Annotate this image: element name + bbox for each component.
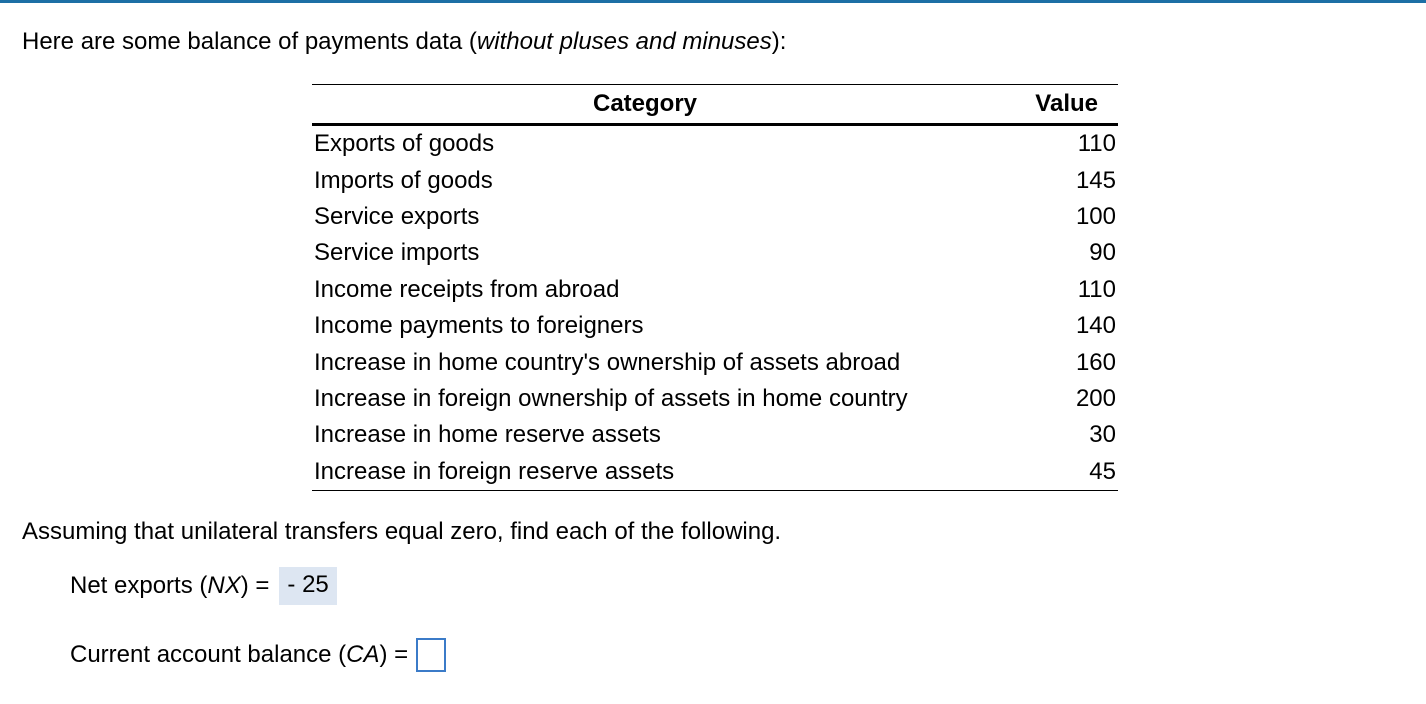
row-value: 200	[1075, 384, 1116, 412]
current-account-question	[70, 638, 446, 672]
net-exports-answer[interactable]: - 25	[279, 567, 336, 605]
row-category: Income receipts from abroad	[314, 275, 620, 303]
table-row	[312, 235, 1118, 271]
header-category: Category	[312, 85, 978, 125]
current-account-label	[70, 640, 408, 670]
row-value: 160	[1075, 348, 1116, 376]
intro-text	[22, 27, 786, 57]
table-header-row	[312, 85, 1118, 125]
intro-text-after: ):	[771, 28, 787, 55]
row-value: 45	[978, 454, 1118, 491]
current-account-label-before: Current account balance (	[70, 641, 347, 668]
assumption-text: Assuming that unilateral transfers equal zero, find each of the following.	[22, 518, 782, 545]
net-exports-label-before: Net exports (	[70, 572, 208, 599]
current-account-label-italic: CA	[346, 641, 380, 668]
header-value: Value	[978, 85, 1118, 125]
top-rule	[0, 0, 1426, 3]
table-row	[312, 344, 1118, 380]
row-category: Exports of goods	[314, 130, 495, 158]
row-category: Increase in foreign reserve assets	[312, 454, 978, 491]
row-category: Service exports	[314, 202, 480, 230]
row-category: Increase in foreign ownership of assets in home country	[314, 384, 908, 412]
row-value: 110	[1077, 275, 1116, 303]
net-exports-label	[70, 571, 269, 601]
table-row	[312, 162, 1118, 198]
row-category: Imports of goods	[314, 166, 493, 194]
table-row	[312, 417, 1118, 453]
table-row	[312, 199, 1118, 235]
table-row	[312, 272, 1118, 308]
table-row	[312, 454, 1118, 491]
intro-text-italic: without pluses and minuses	[476, 28, 772, 55]
table-row	[312, 381, 1118, 417]
row-category: Increase in home country's ownership of assets abroad	[314, 348, 901, 376]
row-category: Increase in home reserve assets	[314, 421, 661, 449]
net-exports-question	[70, 567, 337, 605]
row-value: 145	[1075, 166, 1116, 194]
intro-text-before: Here are some balance of payments data (	[22, 28, 477, 55]
net-exports-label-italic: NX	[207, 572, 241, 599]
row-value: 100	[1075, 202, 1116, 230]
row-category: Service imports	[314, 239, 480, 267]
net-exports-label-after: ) =	[240, 572, 270, 599]
row-category: Income payments to foreigners	[314, 312, 644, 340]
row-value: 90	[1089, 239, 1116, 267]
row-value: 140	[1075, 312, 1116, 340]
row-value: 110	[1077, 130, 1116, 158]
balance-of-payments-table	[312, 84, 1118, 491]
current-account-input[interactable]	[416, 638, 446, 672]
table-row	[312, 125, 1118, 163]
table-row	[312, 308, 1118, 344]
current-account-label-after: ) =	[379, 641, 409, 668]
row-value: 30	[1089, 421, 1116, 449]
